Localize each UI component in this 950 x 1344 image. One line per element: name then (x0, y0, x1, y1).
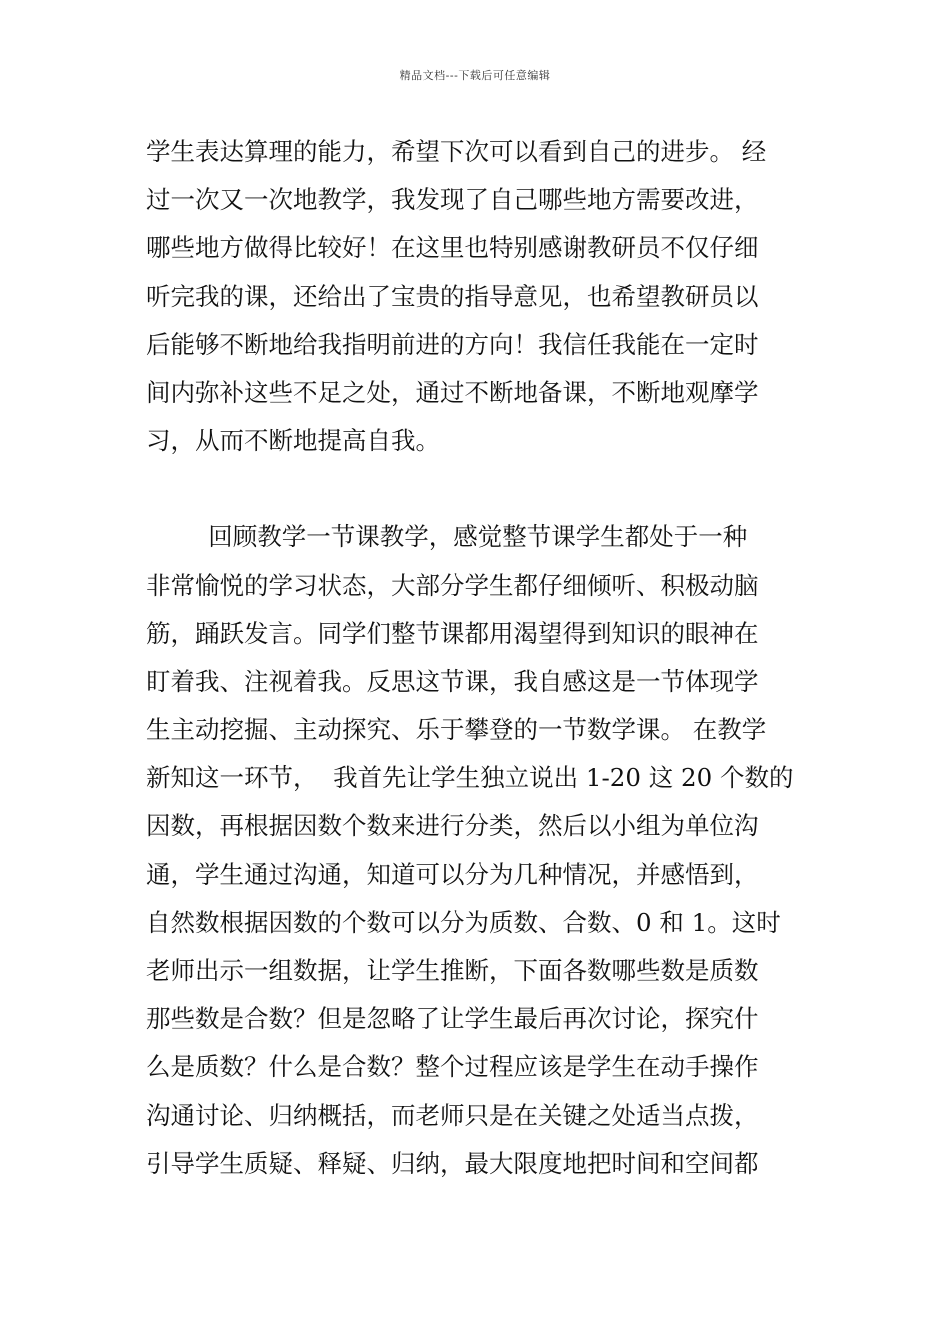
paragraph-line: 非常愉悦的学习状态，大部分学生都仔细倾听、积极动脑 (146, 570, 759, 600)
paragraph-line: 哪些地方做得比较好！在这里也特别感谢教研员不仅仔细 (146, 233, 759, 263)
paragraph-line: 那些数是合数？但是忽略了让学生最后再次讨论，探究什 (146, 1004, 759, 1034)
paragraph-line: 听完我的课，还给出了宝贵的指导意见，也希望教研员以 (146, 281, 759, 311)
paragraph-line: 生主动挖掘、主动探究、乐于攀登的一节数学课。 在教学 (146, 715, 767, 745)
paragraph-spacer (146, 465, 810, 513)
paragraph-line: 回顾教学一节课教学，感觉整节课学生都处于一种 (146, 522, 748, 552)
page-header: 精品文档---下载后可任意编辑 (399, 69, 551, 82)
paragraph-line: 间内弥补这些不足之处，通过不断地备课，不断地观摩学 (146, 377, 759, 407)
paragraph-line: 习，从而不断地提高自我。 (146, 426, 440, 456)
paragraph-line: 引导学生质疑、释疑、归纳，最大限度地把时间和空间都 (146, 1148, 759, 1178)
paragraph-line: 筋，踊跃发言。同学们整节课都用渴望得到知识的眼神在 (146, 618, 759, 648)
document-body (146, 128, 810, 1188)
paragraph-line: 过一次又一次地教学，我发现了自己哪些地方需要改进， (146, 185, 759, 215)
paragraph-line: 沟通讨论、归纳概括，而老师只是在关键之处适当点拨， (146, 1100, 759, 1130)
paragraph-2 (146, 513, 810, 1188)
paragraph-line: 新知这一环节， 我首先让学生独立说出 1-20 这 20 个数的 (146, 763, 794, 793)
paragraph-line: 后能够不断地给我指明前进的方向！我信任我能在一定时 (146, 329, 759, 359)
paragraph-line: 学生表达算理的能力，希望下次可以看到自己的进步。 经 (146, 137, 767, 166)
paragraph-line: 通，学生通过沟通，知道可以分为几种情况，并感悟到， (146, 859, 759, 889)
paragraph-line: 老师出示一组数据，让学生推断，下面各数哪些数是质数 (146, 956, 759, 985)
paragraph-line: 么是质数？什么是合数？整个过程应该是学生在动手操作 (146, 1052, 759, 1082)
paragraph-line: 自然数根据因数的个数可以分为质数、合数、0 和 1。这时 (146, 907, 781, 937)
paragraph-line: 因数，再根据因数个数来进行分类，然后以小组为单位沟 (146, 811, 759, 841)
paragraph-line: 盯着我、注视着我。反思这节课，我自感这是一节体现学 (146, 666, 759, 696)
paragraph-1 (146, 128, 810, 465)
